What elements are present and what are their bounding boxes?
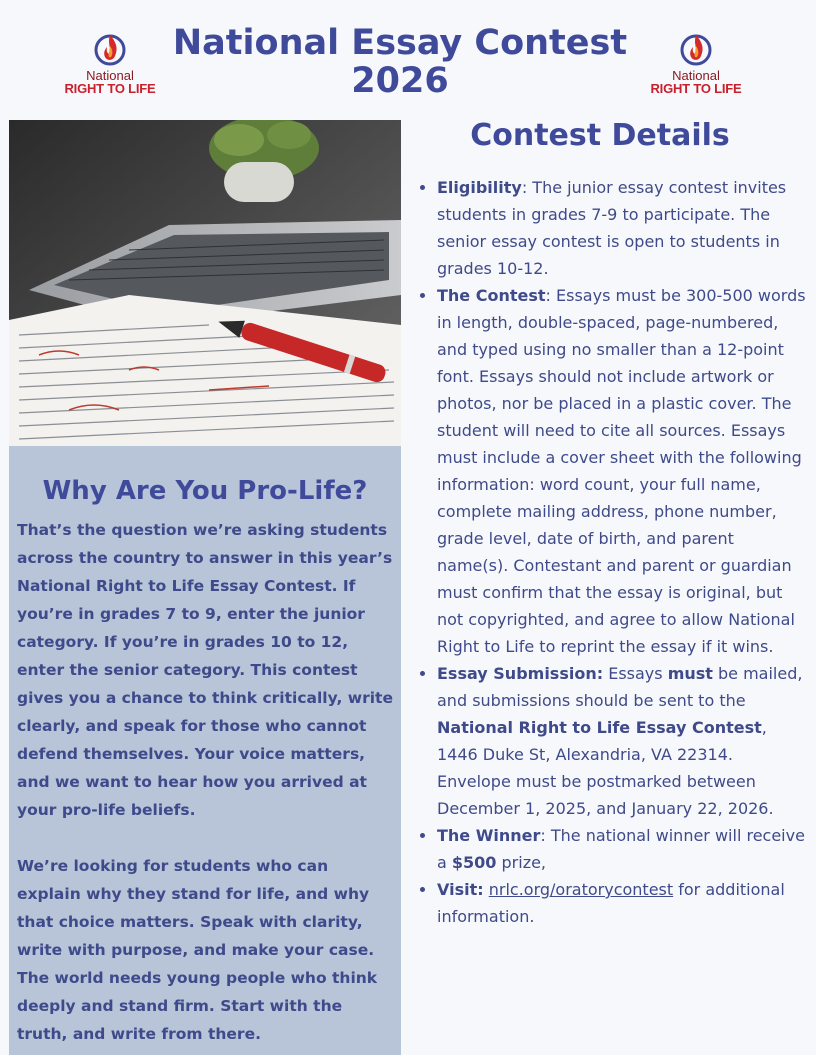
eligibility-label: Eligibility	[437, 178, 522, 197]
why-pro-life-panel	[9, 446, 401, 1055]
contest-text: : Essays must be 300-500 words in length, double-spaced, page-numbered, and typed using no smaller than a 12-point font. Essays should not include artwork or photos, nor be placed in a plastic cover. The student will need to cite all sources. Essays must include a cover sheet with the following information: word count, your full name, complete mailing address, phone number, grade level, date of birth, and parent name(s). Contestant and parent or guardian must confirm that the essay is original, but not copyrighted, and agree to allow National Right to Life to reprint the essay if it wins.	[437, 286, 806, 656]
title-line2: 2026	[351, 61, 449, 101]
logo-line1: National	[672, 68, 720, 83]
page-title	[150, 24, 650, 100]
eligibility-text: : The junior essay contest invites students in grades 7-9 to participate. The senior essay contest is open to students in grades 10-12.	[437, 178, 787, 278]
panel-text	[17, 516, 397, 1048]
title-line1: National Essay Contest	[172, 23, 628, 63]
visit-label: Visit:	[437, 880, 484, 899]
essay-photo	[9, 120, 401, 446]
contest-label: The Contest	[437, 286, 546, 305]
visit-text: for additional information.	[437, 880, 785, 926]
submission-org: National Right to Life Essay Contest	[437, 718, 762, 737]
list-item-winner	[437, 822, 809, 876]
winner-prize: $500	[451, 853, 497, 872]
flame-icon	[679, 30, 713, 68]
submission-text-a: Essays	[603, 664, 668, 683]
winner-text-b: prize,	[496, 853, 547, 872]
flame-icon	[93, 30, 127, 68]
list-item-eligibility	[437, 174, 809, 282]
winner-label: The Winner	[437, 826, 541, 845]
contest-details-list	[418, 174, 809, 930]
logo-right	[636, 30, 756, 96]
contest-details-heading: Contest Details	[470, 118, 730, 153]
submission-text-b: be mailed, and submissions should be sent to the	[437, 664, 803, 710]
submission-label: Essay Submission:	[437, 664, 604, 683]
laptop-essay-pen-photo	[9, 120, 401, 446]
submission-must: must	[667, 664, 713, 683]
panel-paragraph-2: We’re looking for students who can explain why they stand for life, and why that choice matters. Speak with clarity, write with purpose, and make your case. The world needs young people who think deeply and stand firm. Start with the truth, and write from there.	[17, 857, 378, 1043]
panel-paragraph-1: That’s the question we’re asking students across the country to answer in this year’s National Right to Life Essay Contest. If you’re in grades 7 to 9, enter the junior category. If you’re in grades 10 to 12, enter the senior category. This contest gives you a chance to think critically, write clearly, and speak for those who cannot defend themselves. Your voice matters, and we want to hear how you arrived at your pro-life beliefs.	[17, 521, 393, 819]
logo-line1: National	[86, 68, 134, 83]
submission-text-c: , 1446 Duke St, Alexandria, VA 22314. Envelope must be postmarked between December 1, 2025, and January 22, 2026.	[437, 718, 774, 818]
list-item-visit	[437, 876, 809, 930]
visit-link[interactable]: nrlc.org/oratorycontest	[488, 880, 674, 899]
list-item-submission	[437, 660, 809, 822]
logo-line2: RIGHT TO LIFE	[650, 81, 742, 96]
panel-heading: Why Are You Pro-Life?	[42, 476, 368, 506]
list-item-contest	[437, 282, 809, 660]
winner-text-a: : The national winner will receive a	[437, 826, 805, 872]
logo-line2: RIGHT TO LIFE	[64, 81, 156, 96]
